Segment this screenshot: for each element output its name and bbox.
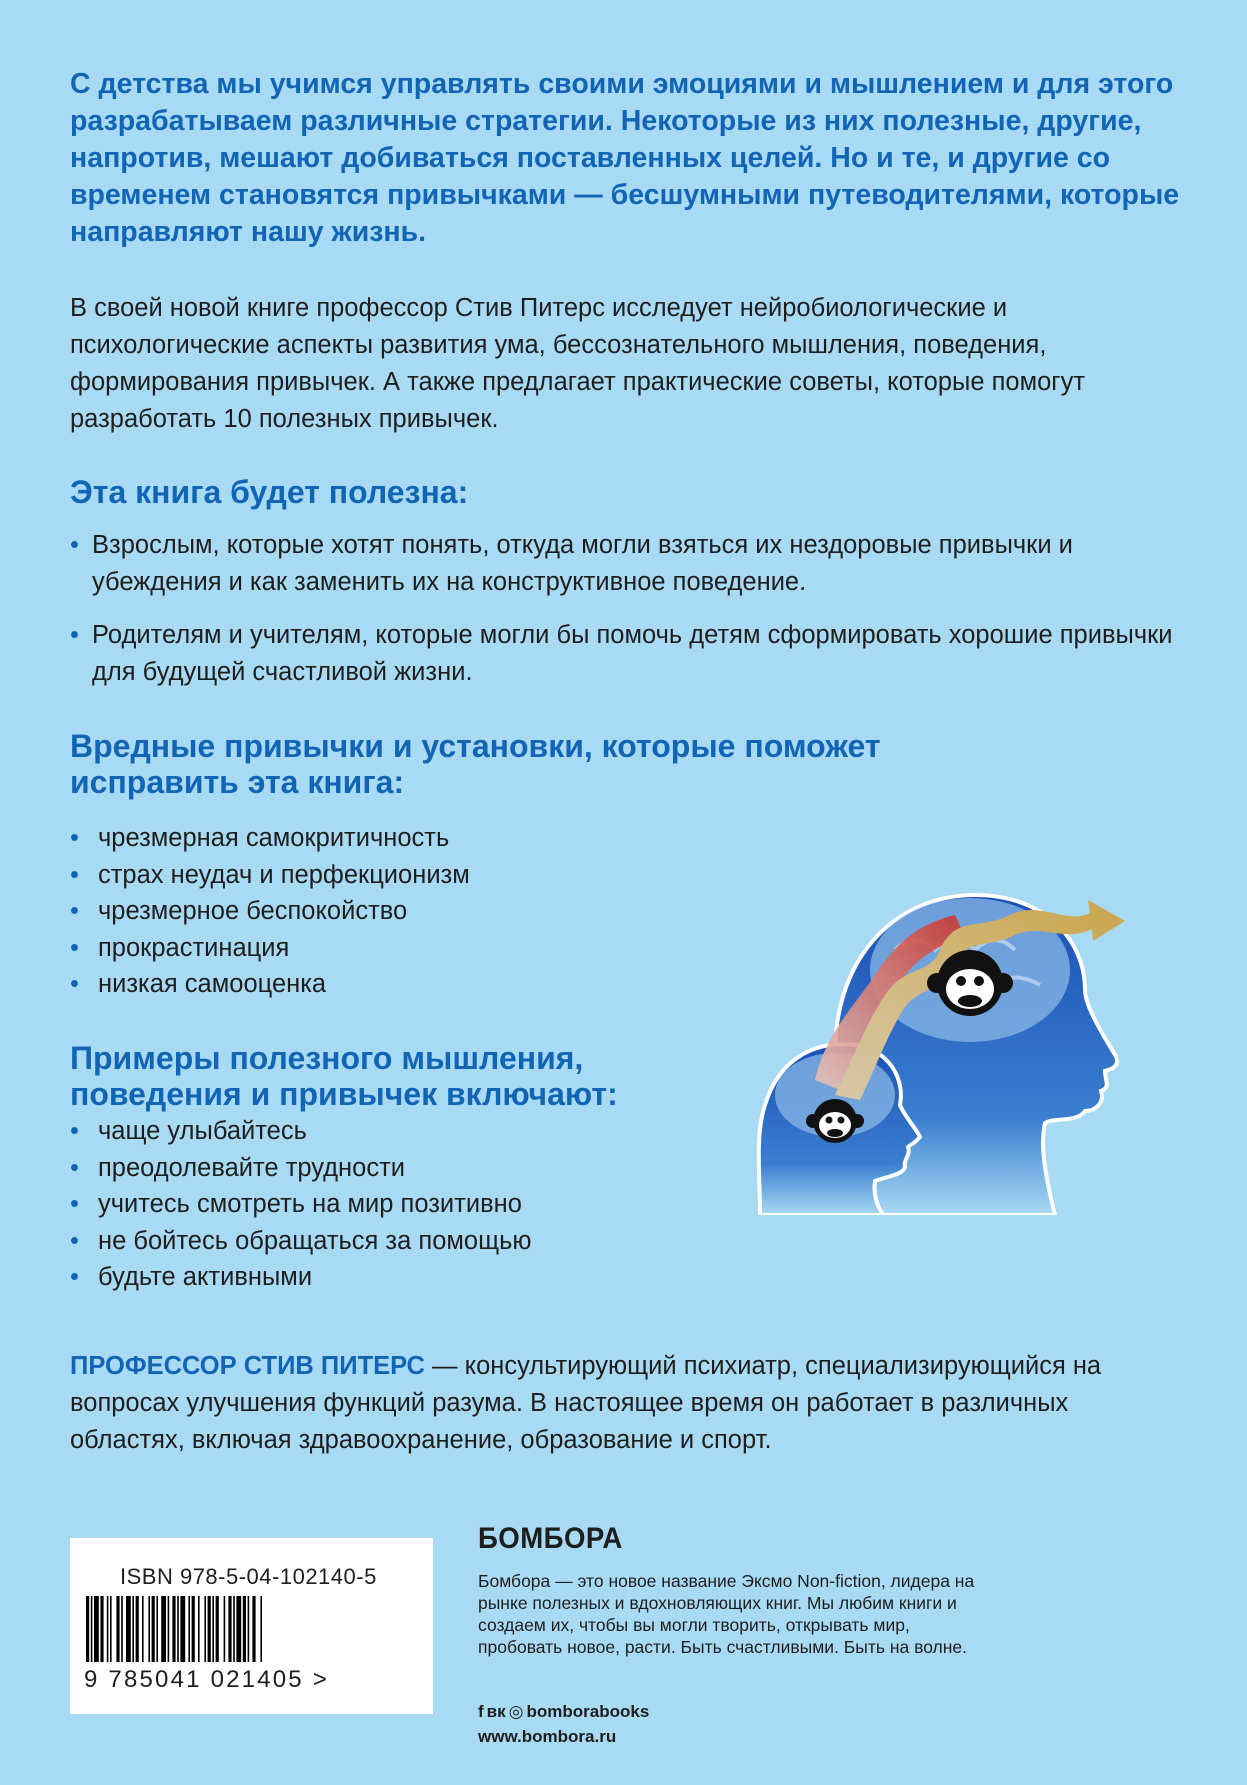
examples-list [70, 1113, 532, 1296]
barcode-bar [216, 1596, 219, 1662]
barcode-bar [116, 1596, 119, 1662]
barcode-bar [188, 1596, 190, 1662]
barcode-bar [121, 1596, 123, 1662]
barcode-bar [212, 1596, 214, 1662]
barcode-digits: 9 785041 021405 > [84, 1666, 329, 1693]
barcode-bar [236, 1596, 241, 1662]
barcode-bar [192, 1596, 195, 1662]
author-text: — консультирующий психиатр, специализирующийся на вопросах улучшения функций разума. В настоящее время он работает в различных областях, включая здравоохранение, образование и спорт. [70, 1352, 1102, 1454]
list-item: • Взрослым, которые хотят понять, откуда могли взяться их нездоровые привычки и убеждения и как заменить их на конструктивное поведение. [70, 531, 1073, 596]
list-item: • чрезмерное беспокойство [70, 897, 408, 925]
barcode-bar [94, 1596, 99, 1662]
harmful-heading: Вредные привычки и установки, которые поможет исправить эта книга: [70, 728, 881, 800]
barcode-bar [252, 1596, 255, 1662]
social-handle[interactable]: bomborabooks [526, 1702, 650, 1721]
barcode-bar [172, 1596, 175, 1662]
list-item: • не бойтесь обращаться за помощью [70, 1226, 532, 1255]
publisher-logo: БОМБОРА [478, 1522, 623, 1555]
list-item: • учитесь смотреть на мир позитивно [70, 1190, 522, 1218]
about-paragraph: В своей новой книге профессор Стив Питерс исследует нейробиологические и психологические аспекты развития ума, бессознательного мышления, поведения, формирования привычек. А также предлагает практические советы, которые помогут разработать 10 полезных привычек. [70, 294, 1086, 433]
instagram-icon[interactable]: ◎ [508, 1702, 524, 1721]
barcode-bar [100, 1596, 103, 1662]
barcode-box [70, 1538, 433, 1714]
barcode-bar [228, 1596, 231, 1662]
list-item: • чрезмерная самокритичность [70, 824, 450, 852]
list-item: • будьте активными [70, 1263, 313, 1291]
barcode-bar [260, 1596, 262, 1662]
barcode-bar [126, 1596, 131, 1662]
social-links [478, 1700, 649, 1724]
author-name: ПРОФЕССОР СТИВ ПИТЕРС [70, 1352, 425, 1380]
barcode-bar [142, 1596, 144, 1662]
barcode-bar [152, 1596, 155, 1662]
barcode-bar [132, 1596, 134, 1662]
intro-paragraph: С детства мы учимся управлять своими эмоциями и мышлением и для этого разрабатываем различные стратегии. Некоторые из них полезные, другие, напротив, мешают добиваться поставленных целей. Но и те, и другие со временем становятся привычками — бесшумными путеводителями, которые направляют нашу жизнь. [70, 68, 1180, 248]
barcode-bar [224, 1596, 226, 1662]
barcode-bar [177, 1596, 179, 1662]
website-link[interactable]: www.bombora.ru [478, 1727, 617, 1746]
barcode-bar [180, 1596, 185, 1662]
barcode-bar [110, 1596, 112, 1662]
heads-brain-illustration [755, 855, 1155, 1215]
isbn-label: ISBN 978-5-04-102140-5 [120, 1564, 377, 1589]
barcode-bar [148, 1596, 150, 1662]
barcode-bar [161, 1596, 166, 1662]
list-item: • низкая самооценка [70, 970, 327, 998]
list-item: • чаще улыбайтесь [70, 1117, 307, 1145]
harmful-list [70, 820, 470, 1003]
list-item: • страх неудач и перфекционизм [70, 860, 470, 889]
list-item: • Родителям и учителям, которые могли бы помочь детям сформировать хорошие привычки для будущей счастливой жизни. [70, 621, 1173, 686]
barcode-bar [233, 1596, 235, 1662]
barcode-bar [136, 1596, 139, 1662]
barcode-bar [248, 1596, 250, 1662]
list-item: • прокрастинация [70, 933, 290, 962]
barcode-bar [91, 1596, 93, 1662]
audience-list [70, 527, 1180, 707]
barcode-bar [204, 1596, 206, 1662]
barcode-bar [208, 1596, 211, 1662]
barcode-bar [86, 1596, 89, 1662]
useful-heading: Эта книга будет полезна: [70, 474, 469, 510]
barcode [84, 1596, 419, 1668]
publisher-description: Бомбора — это новое название Эксмо Non-fiction, лидера на рынке полезных и вдохновляющих книг. Мы любим книги и создаем их, чтобы вы могли творить, открывать мир, пробовать новое, расти. Быть счастливыми. Быть на волне. [478, 1571, 975, 1657]
barcode-bar [243, 1596, 246, 1662]
barcode-bar [168, 1596, 170, 1662]
author-bio [70, 1348, 1180, 1459]
barcode-bar [107, 1596, 109, 1662]
vk-icon[interactable]: вк [486, 1702, 506, 1721]
barcode-bar [198, 1596, 200, 1662]
barcode-bar [156, 1596, 158, 1662]
examples-heading: Примеры полезного мышления, поведения и привычек включают: [70, 1040, 618, 1112]
facebook-icon[interactable]: f [478, 1702, 484, 1721]
list-item: • преодолевайте трудности [70, 1153, 405, 1182]
